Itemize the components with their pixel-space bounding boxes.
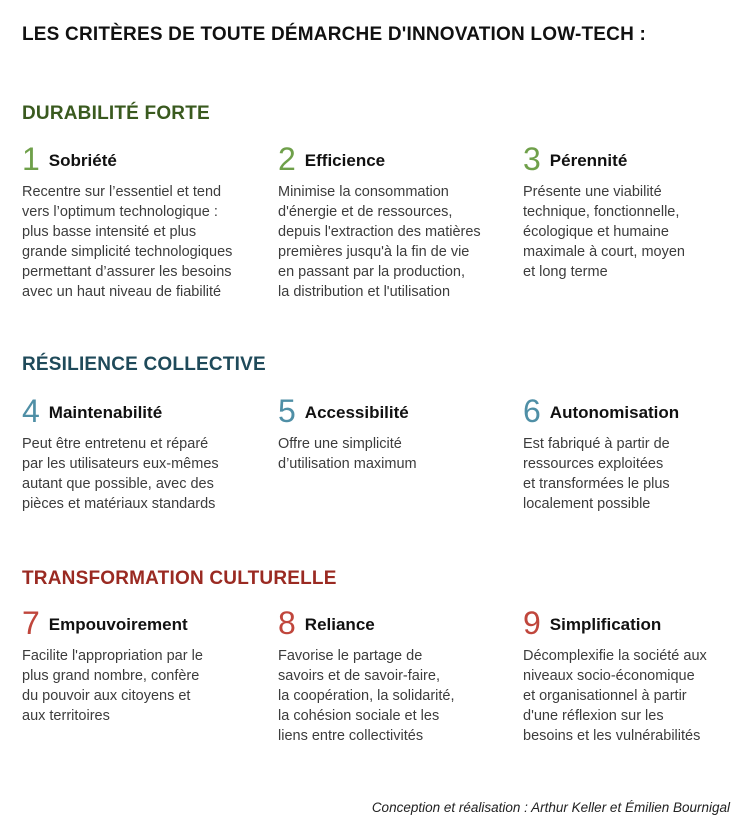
criterion-number: 1 bbox=[22, 141, 40, 177]
section-title-resilience: RÉSILIENCE COLLECTIVE bbox=[22, 354, 266, 375]
criterion-name: Sobriété bbox=[48, 151, 117, 170]
criterion-name: Reliance bbox=[304, 615, 375, 634]
criterion-name: Efficience bbox=[304, 151, 386, 170]
criterion-number: 8 bbox=[278, 605, 296, 641]
criterion-description: Décomplexifie la société aux niveaux socio-économique et organisationnel à partir d'une réflexion sur les besoins et les vulnérabilités bbox=[523, 648, 707, 744]
criterion-accessibilite bbox=[278, 394, 518, 474]
criterion-name: Autonomisation bbox=[549, 403, 680, 422]
criterion-name: Accessibilité bbox=[304, 403, 409, 422]
criterion-number: 5 bbox=[278, 393, 296, 429]
criterion-simplification bbox=[523, 606, 738, 746]
criterion-name: Empouvoirement bbox=[48, 615, 188, 634]
criterion-description: Facilite l'appropriation par le plus grand nombre, confère du pouvoir aux citoyens et aux territoires bbox=[22, 648, 203, 724]
criterion-efficience bbox=[278, 142, 518, 302]
criterion-description: Recentre sur l’essentiel et tend vers l’optimum technologique : plus basse intensité et plus grande simplicité technologiques permettant d’assurer les besoins avec un haut niveau de fiabilité bbox=[22, 184, 233, 300]
criterion-name: Simplification bbox=[549, 615, 662, 634]
section-title-durabilite: DURABILITÉ FORTE bbox=[22, 103, 210, 124]
criterion-maintenabilite bbox=[22, 394, 262, 514]
criterion-sobriete bbox=[22, 142, 262, 302]
criterion-number: 2 bbox=[278, 141, 296, 177]
page-title: LES CRITÈRES DE TOUTE DÉMARCHE D'INNOVATION LOW-TECH : bbox=[22, 24, 646, 45]
criterion-empouvoirement bbox=[22, 606, 262, 726]
criterion-name: Maintenabilité bbox=[48, 403, 163, 422]
criterion-number: 9 bbox=[523, 605, 541, 641]
criterion-number: 6 bbox=[523, 393, 541, 429]
criterion-description: Offre une simplicité d’utilisation maximum bbox=[278, 436, 417, 472]
criterion-description: Favorise le partage de savoirs et de savoir-faire, la coopération, la solidarité, la cohésion sociale et les liens entre collectivités bbox=[278, 648, 455, 744]
criterion-description: Minimise la consommation d'énergie et de ressources, depuis l'extraction des matières premières jusqu'à la fin de vie en passant par la production, la distribution et l'utilisation bbox=[278, 184, 481, 300]
criterion-reliance bbox=[278, 606, 518, 746]
criterion-name: Pérennité bbox=[549, 151, 628, 170]
criterion-description: Est fabriqué à partir de ressources exploitées et transformées le plus localement possible bbox=[523, 436, 670, 512]
criterion-number: 7 bbox=[22, 605, 40, 641]
criterion-number: 3 bbox=[523, 141, 541, 177]
criterion-description: Présente une viabilité technique, fonctionnelle, écologique et humaine maximale à court, moyen et long terme bbox=[523, 184, 685, 280]
criterion-number: 4 bbox=[22, 393, 40, 429]
criterion-perennite bbox=[523, 142, 738, 282]
criterion-autonomisation bbox=[523, 394, 738, 514]
section-title-transformation: TRANSFORMATION CULTURELLE bbox=[22, 568, 337, 589]
credit-line: Conception et réalisation : Arthur Keller et Émilien Bournigal bbox=[371, 800, 730, 815]
criterion-description: Peut être entretenu et réparé par les utilisateurs eux-mêmes autant que possible, avec des pièces et matériaux standards bbox=[22, 436, 219, 512]
